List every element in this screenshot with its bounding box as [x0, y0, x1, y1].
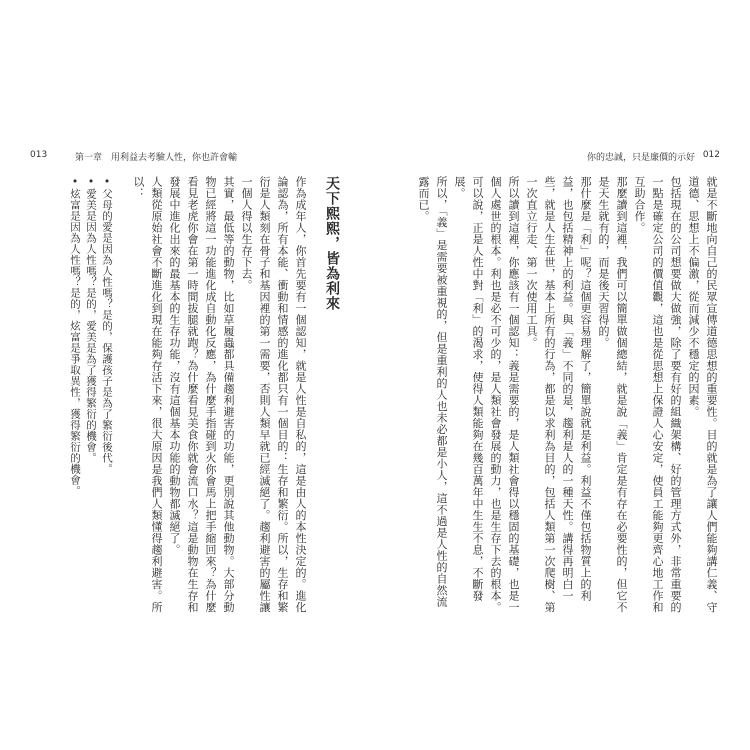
- bullet-list: [67, 176, 115, 616]
- left-paragraph-2: 其實，最低等的動物，比如草履蟲都具備趨利避害的功能，更別說其他動物。大部分動物已經將這一功能進化成自動化反應，為什麼手指碰到火你會馬上把手縮回來？為什麼看見老虎你會在第一時間拔腿就跑？為什麼看見美食你就會流口水？這是動物在生存和發展中進化出來的最基本的生存功能，沒有這個基本功能的動物都滅絕了。: [168, 176, 235, 613]
- right-paragraph-4: 那什麼是「利」呢？這個更容易理解了，簡單說就是利益。利益不僅包括物質上的利益，也包括精神上的利益。與「義」不同的是，趨利是人的一種天性。講得再明白一些，就是人生在世，基本上所有的行為，都是以求利為目的，包括人類第一次爬樹、第一次直立行走、第一次使用工具。: [525, 176, 592, 613]
- right-page: [375, 0, 750, 750]
- right-body-text: [405, 176, 720, 616]
- left-running-head: 第一章 用利益去考驗人性，你也許會輸: [75, 153, 238, 163]
- right-running-head: 你的忠誠，只是廉價的示好: [586, 153, 695, 163]
- right-paragraph-1: 就是不斷地向自己的民眾宣傳道德思想的重要性。目的就是為了讓人們能夠講仁義、守道德、思想上不偏激，從而減少不穩定的因素。: [687, 176, 718, 613]
- right-paragraph-5: 所以讀到這裡，你應該有一個認知：義是需要的，是人類社會得以穩固的基礎，也是一個人處世的根本。利也是必不可少的，是人類社會發展的動力，也是生存下去的根本。可以說，正是人性中對「利」的渴求，使得人類能夠在幾百萬年中生生不息，不斷發展。: [453, 176, 520, 613]
- right-paragraph-2: 包括現在的公司想要做大做強，除了要有好的組織架構、好的管理方式外，非常重要的一點是確定公司的價值觀，這也是從思想上保證人心安定，使員工能夠更齊心地工作和互助合作。: [633, 176, 682, 613]
- bullet-item: • 父母的愛是因為人性嗎？是的，保護孩子是為了繁衍後代。: [99, 176, 115, 616]
- right-paragraph-3: 那麼讀到這裡，我們可以簡單做個總結，就是說「義」肯定是有存在必要性的，但它不是天生就有的，而是後天習得的。: [597, 176, 628, 613]
- section-heading: 天下熙熙，皆為利來: [324, 176, 340, 311]
- left-paragraph-1: 作為成年人，你首先要有一個認知，就是人性是自私的，這是由人的本性決定的。進化論認為，所有本能、衝動和情感的進化都只有一個目的：生存和繁衍。所以，生存和繁衍是人類刻在骨子和基因裡的第一需要，否則人類早就已經滅絕了。趨利避害的屬性讓一個人得以生存下去。: [240, 176, 307, 613]
- bullet-item: • 炫富是因為人性嗎？是的，炫富是爭取異性，獲得繁衍的機會。: [67, 176, 83, 616]
- left-paragraph-3: 人類從原始社會不斷進化到現在能夠存活下來，很大原因是我們人類懂得趨利避害。所以：: [132, 176, 163, 613]
- left-body-text: [26, 176, 341, 616]
- right-page-number: 012: [702, 150, 720, 160]
- right-paragraph-6: 所以，「義」是需要被重視的，但是重利的人也未必都是小人，這不過是人性的自然流露而已。: [417, 176, 448, 608]
- left-page-number: 013: [30, 150, 48, 160]
- bullet-item: • 愛美是因為人性嗎？是的，愛美是為了獲得繁衍的機會。: [83, 176, 99, 616]
